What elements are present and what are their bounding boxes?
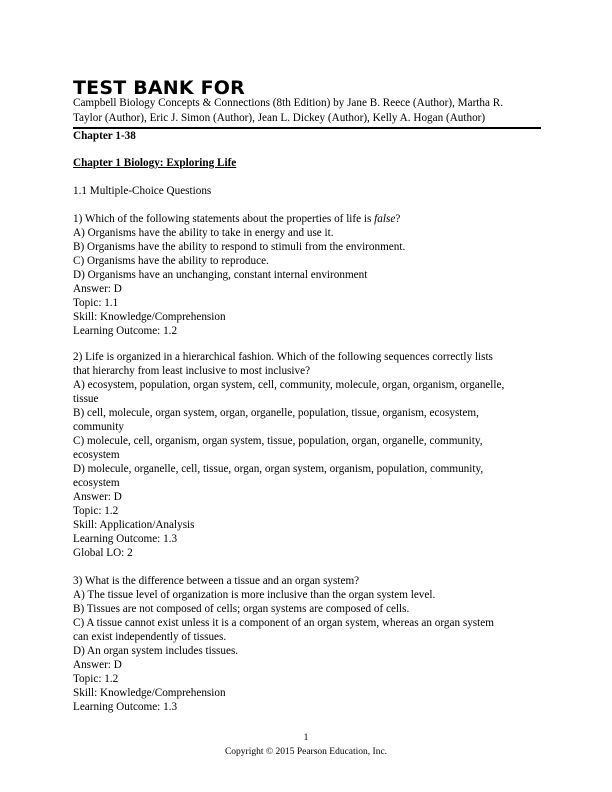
question-3-choice-c: C) A tissue cannot exist unless it is a component of an organ system, whereas an organ system xyxy=(73,617,494,629)
question-1-topic: Topic: 1.1 xyxy=(73,297,119,309)
question-3-stem: 3) What is the difference between a tissue and an organ system? xyxy=(73,575,360,587)
question-3-answer: Answer: D xyxy=(73,659,122,671)
question-2-topic: Topic: 1.2 xyxy=(73,505,119,517)
question-2-answer: Answer: D xyxy=(73,491,122,503)
question-3-learning-outcome: Learning Outcome: 1.3 xyxy=(73,701,178,713)
question-3-choice-a: A) The tissue level of organization is more inclusive than the organ system level. xyxy=(73,589,436,601)
question-3-choice-b: B) Tissues are not composed of cells; organ systems are composed of cells. xyxy=(73,603,410,615)
question-2-global-lo: Global LO: 2 xyxy=(73,547,133,559)
question-1-choice-d: D) Organisms have an unchanging, constant internal environment xyxy=(73,269,368,281)
question-2-choice-a-cont: tissue xyxy=(73,393,99,405)
question-1-choice-a: A) Organisms have the ability to take in energy and use it. xyxy=(73,227,334,239)
test-bank-title: TEST BANK FOR xyxy=(73,77,245,99)
chapter-heading: Chapter 1 Biology: Exploring Life xyxy=(73,157,237,169)
question-1-stem-emphasis: false xyxy=(374,213,396,225)
question-2-choice-c: C) molecule, cell, organism, organ system, tissue, population, organ, organelle, community, xyxy=(73,435,483,447)
copyright-notice: Copyright © 2015 Pearson Education, Inc. xyxy=(224,747,388,757)
section-heading: 1.1 Multiple-Choice Questions xyxy=(73,185,212,197)
question-1-choice-c: C) Organisms have the ability to reproduce. xyxy=(73,255,269,267)
question-1-stem xyxy=(73,212,400,226)
book-citation-line-2: Taylor (Author), Eric J. Simon (Author), Jean L. Dickey (Author), Kelly A. Hogan (Author) xyxy=(73,112,486,124)
question-3-choice-c-cont: can exist independently of tissues. xyxy=(73,631,227,643)
question-3-skill: Skill: Knowledge/Comprehension xyxy=(73,687,226,699)
question-1-learning-outcome: Learning Outcome: 1.2 xyxy=(73,325,178,337)
question-1-skill: Skill: Knowledge/Comprehension xyxy=(73,311,226,323)
question-2-choice-a: A) ecosystem, population, organ system, cell, community, molecule, organ, organism, organelle, xyxy=(73,379,505,391)
header-rule xyxy=(73,127,541,129)
question-2-skill: Skill: Application/Analysis xyxy=(73,519,195,531)
question-2-choice-d-cont: ecosystem xyxy=(73,477,120,489)
question-1-choice-b: B) Organisms have the ability to respond to stimuli from the environment. xyxy=(73,241,406,253)
question-2-choice-b: B) cell, molecule, organ system, organ, organelle, population, tissue, organism, ecosystem, xyxy=(73,407,479,419)
chapter-range: Chapter 1-38 xyxy=(73,130,136,142)
question-2-choice-b-cont: community xyxy=(73,421,124,433)
question-2-choice-c-cont: ecosystem xyxy=(73,449,120,461)
question-1-stem-end: ? xyxy=(395,213,401,225)
question-2-choice-d: D) molecule, organelle, cell, tissue, organ, organ system, organism, population, community, xyxy=(73,463,484,475)
question-3-choice-d: D) An organ system includes tissues. xyxy=(73,645,239,657)
question-2-stem-line-1: 2) Life is organized in a hierarchical fashion. Which of the following sequences correctly lists xyxy=(73,351,493,363)
page-number: 1 xyxy=(303,733,309,743)
question-2-learning-outcome: Learning Outcome: 1.3 xyxy=(73,533,178,545)
question-2-stem-line-2: that hierarchy from least inclusive to most inclusive? xyxy=(73,365,311,377)
question-1-stem-text: 1) Which of the following statements about the properties of life is xyxy=(73,213,375,225)
question-3-topic: Topic: 1.2 xyxy=(73,673,119,685)
book-citation-line-1: Campbell Biology Concepts & Connections (8th Edition) by Jane B. Reece (Author), Martha R. xyxy=(73,97,504,109)
question-1-answer: Answer: D xyxy=(73,283,122,295)
